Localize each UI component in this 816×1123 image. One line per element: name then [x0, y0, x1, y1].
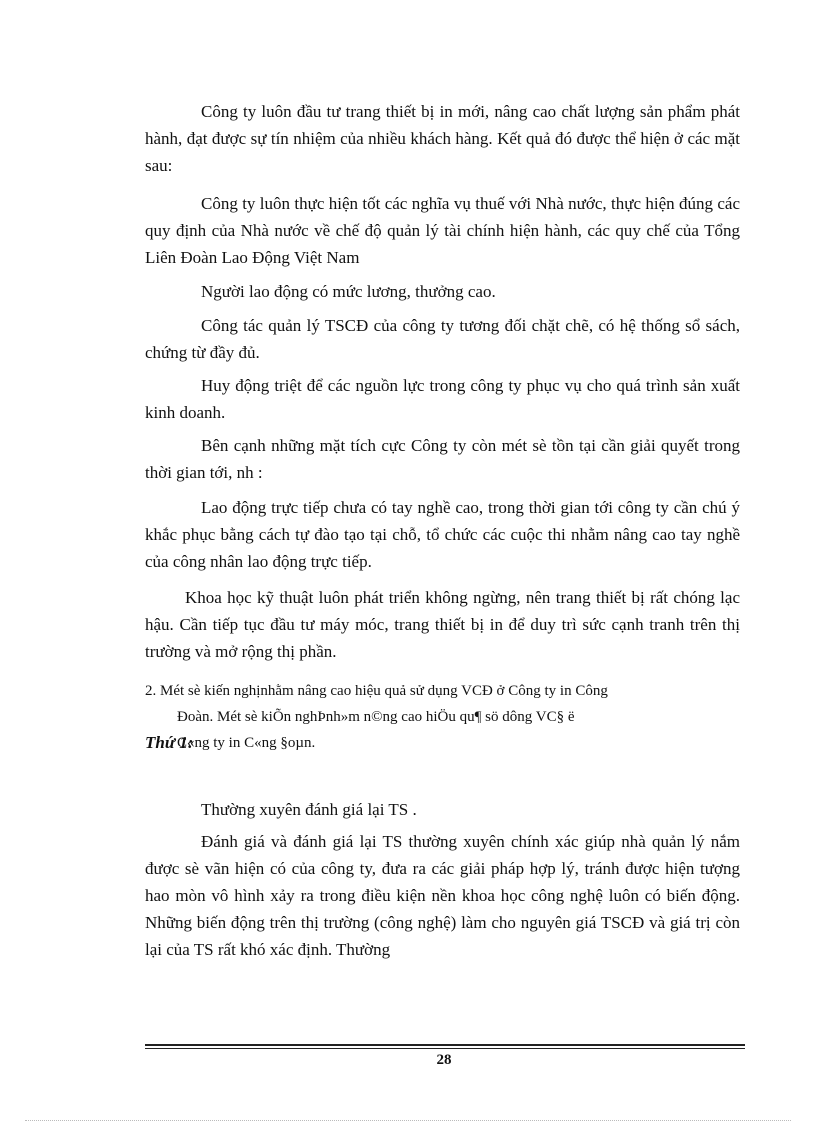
footer-rule-thin — [145, 1048, 745, 1049]
footer-rule — [145, 1044, 745, 1046]
paragraph: Thường xuyên đánh giá lại TS . — [201, 800, 417, 819]
section-heading-line3: C«ng ty in C«ng §oµn. — [177, 735, 316, 751]
section-heading-line2: Đoàn. Mét sè kiÕn nghÞnh»m n©ng cao hiÖu qu¶ sö dông VC§ ë — [177, 709, 575, 725]
section-heading-line1: 2. Mét sè kiến nghịnhằm nâng cao hiệu quả sử dụng VCĐ ở Công ty in Công — [145, 683, 608, 699]
paragraph: Đánh giá và đánh giá lại TS thường xuyên chính xác giúp nhà quản lý nắm được sè vãn hiện có của công ty, đưa ra các giải pháp hợp lý, tránh được hiện tượng hao mòn vô hình xảy ra trong điều kiện nền khoa học công nghệ luôn có biến động. Những biến động trên thị trường (công nghệ) làm cho nguyên giá TSCĐ và giá trị còn lại của TS rất khó xác định. Thường — [145, 832, 740, 959]
page-bottom-border — [25, 1120, 791, 1121]
thu-label: Thứ 1: — [145, 733, 194, 752]
page-number: 28 — [436, 1052, 452, 1068]
section-heading — [145, 678, 740, 756]
paragraph: Công tác quản lý TSCĐ của công ty tương đối chặt chẽ, có hệ thống sổ sách, chứng từ đầy đủ. — [145, 316, 740, 362]
paragraph: Khoa học kỹ thuật luôn phát triển không ngừng, nên trang thiết bị rất chóng lạc hậu. Cần tiếp tục đầu tư máy móc, trang thiết bị in để duy trì sức cạnh tranh trên thị trường và mở rộng thị phần. — [145, 588, 740, 661]
paragraph: Người lao động có mức lương, thưởng cao. — [201, 282, 496, 301]
paragraph: Lao động trực tiếp chưa có tay nghề cao, trong thời gian tới công ty cần chú ý khắc phục bằng cách tự đào tạo tại chỗ, tổ chức các cuộc thi nhằm nâng cao tay nghề của công nhân lao động trực tiếp. — [145, 498, 740, 571]
paragraph: Công ty luôn thực hiện tốt các nghĩa vụ thuế với Nhà nước, thực hiện đúng các quy định của Nhà nước về chế độ quản lý tài chính hiện hành, các quy chế của Tổng Liên Đoàn Lao Động Việt Nam — [145, 194, 740, 267]
paragraph: Bên cạnh những mặt tích cực Công ty còn mét sè tồn tại cần giải quyết trong thời gian tới, nh : — [145, 436, 740, 482]
paragraph: Huy động triệt để các nguồn lực trong công ty phục vụ cho quá trình sản xuất kinh doanh. — [145, 376, 740, 422]
paragraph: Công ty luôn đầu tư trang thiết bị in mới, nâng cao chất lượng sản phẩm phát hành, đạt được sự tín nhiệm của nhiều khách hàng. Kết quả đó được thể hiện ở các mặt sau: — [145, 102, 740, 175]
